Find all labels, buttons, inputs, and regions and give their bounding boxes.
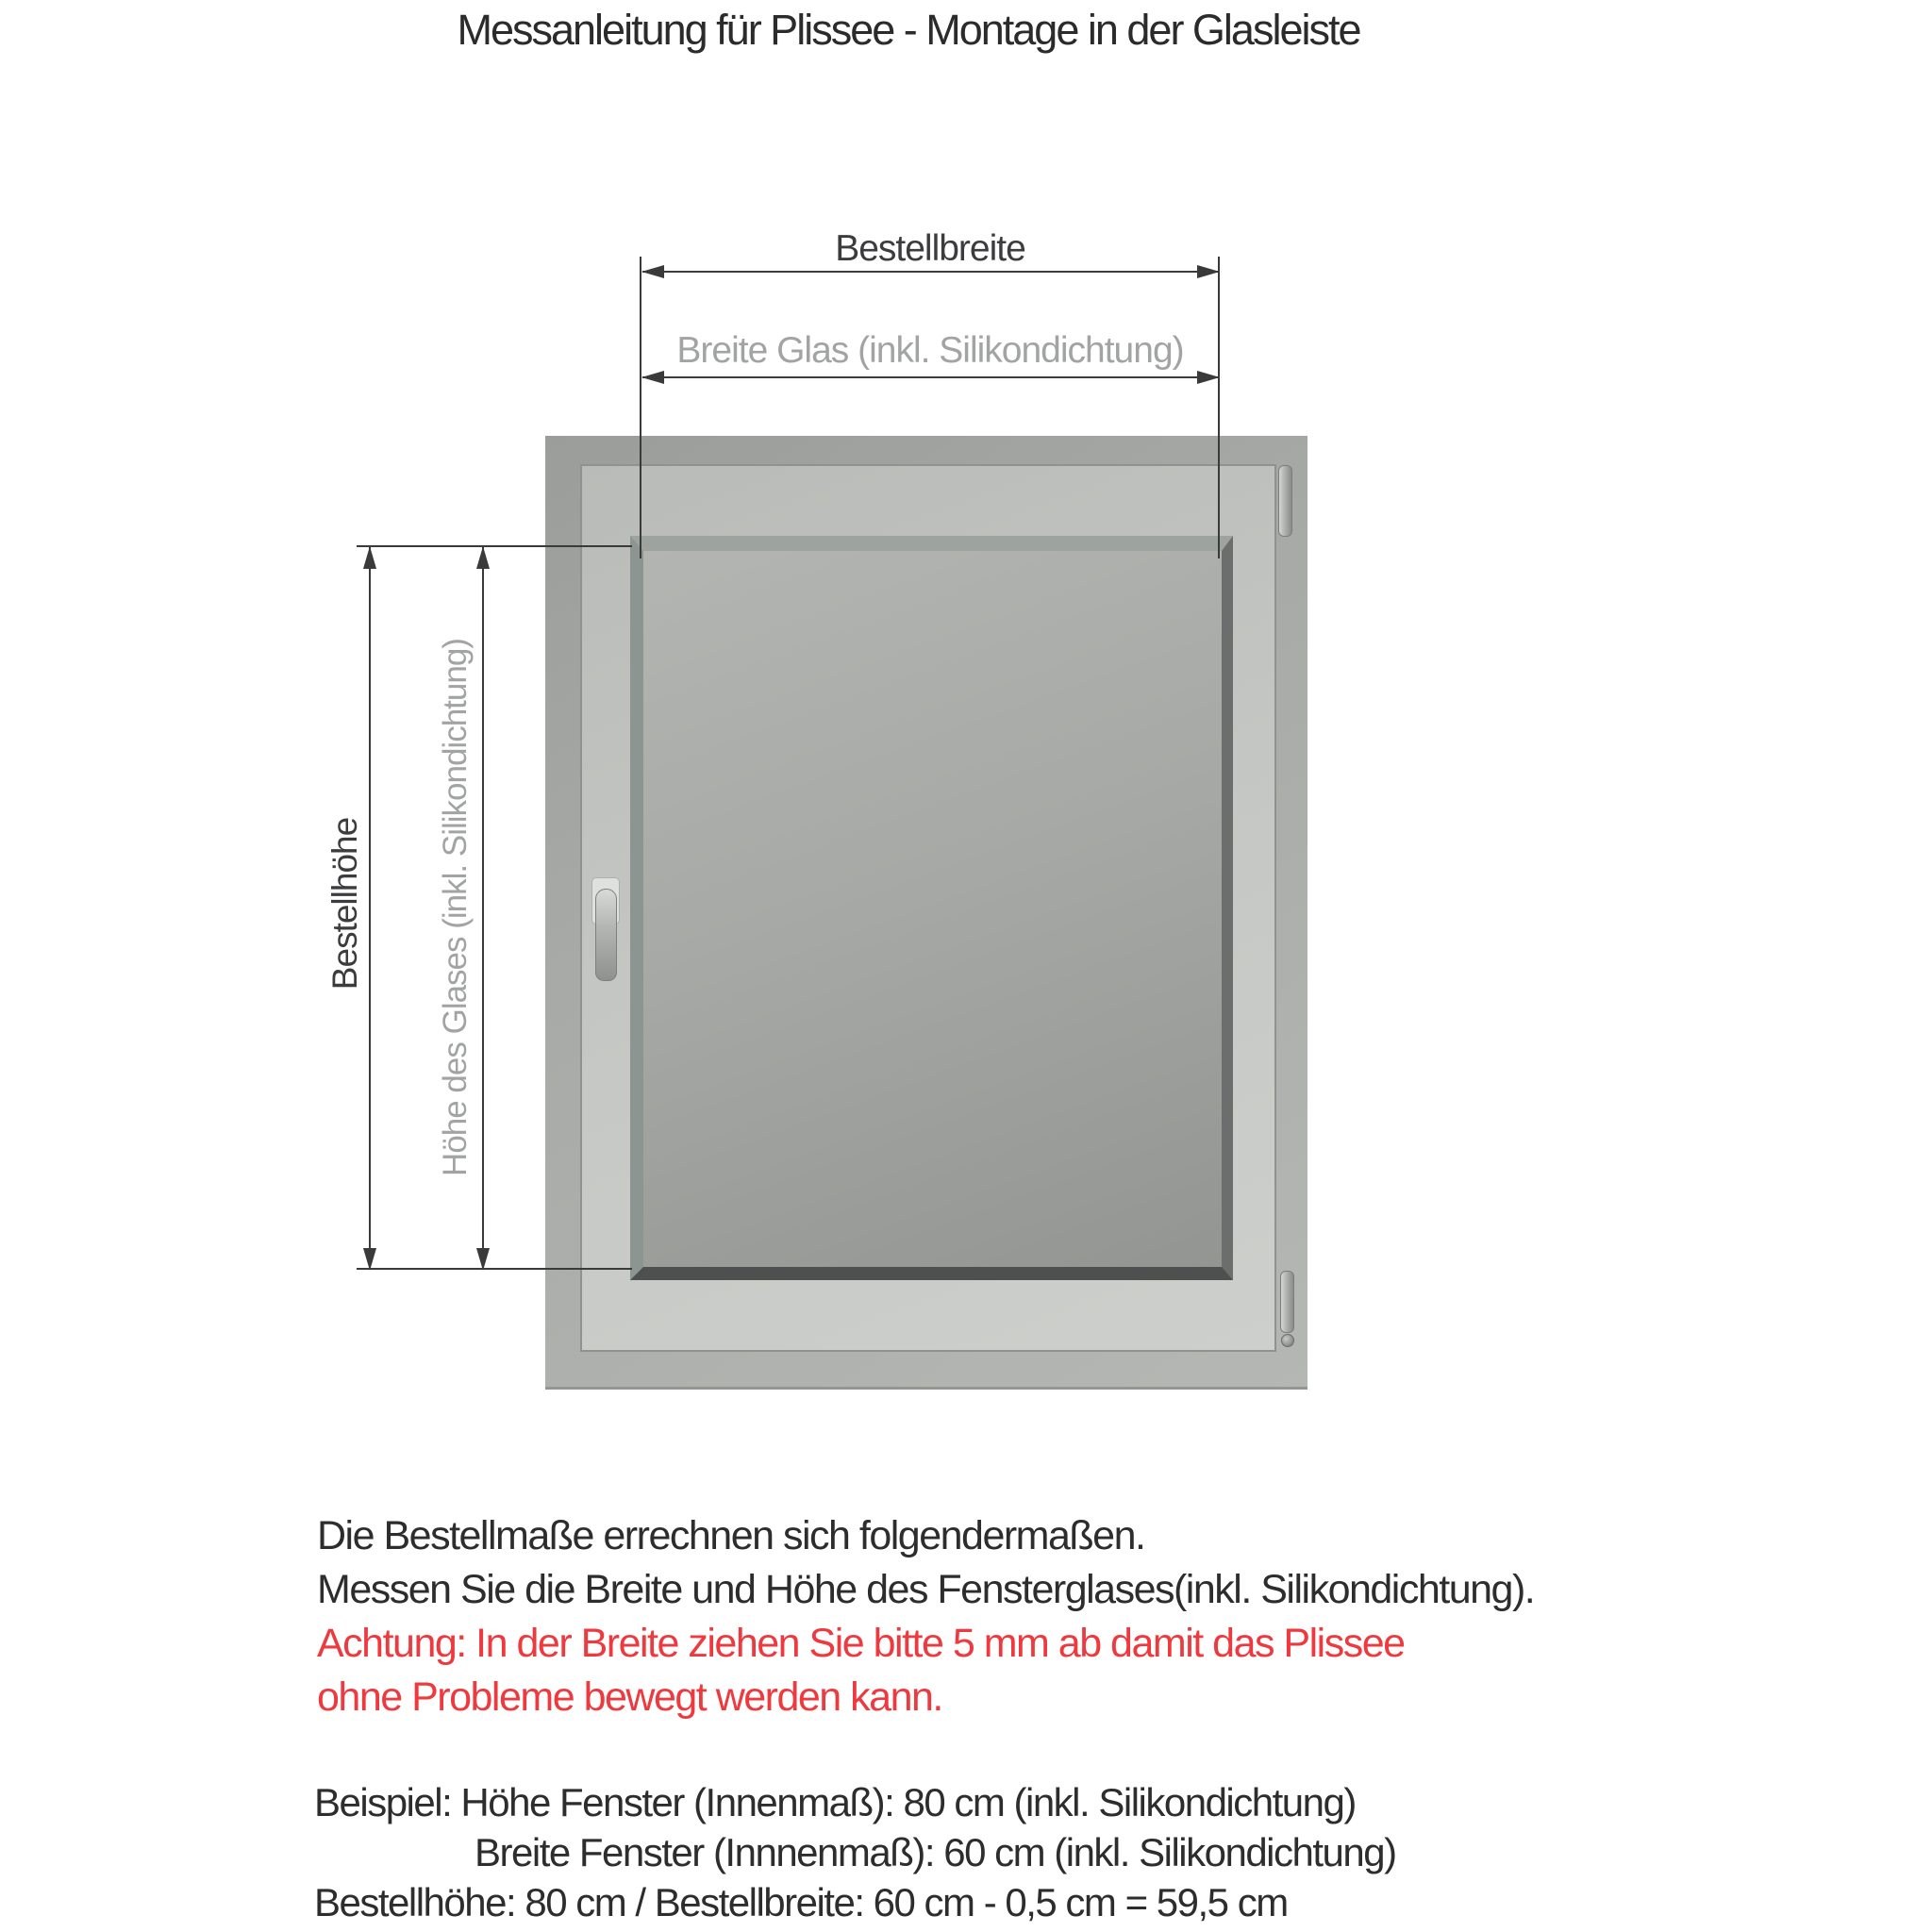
instruction-line: Messen Sie die Breite und Höhe des Fensterglases(inkl. Silikondichtung). bbox=[317, 1567, 1535, 1612]
example-block bbox=[314, 1777, 1396, 1927]
warning-line: ohne Probleme bewegt werden kann. bbox=[317, 1674, 942, 1720]
example-line: Bestellhöhe: 80 cm / Bestellbreite: 60 cm - 0,5 cm = 59,5 cm bbox=[314, 1880, 1288, 1924]
example-line: Breite Fenster (Innnenmaß): 60 cm (inkl. Silikondichtung) bbox=[475, 1830, 1396, 1874]
page-title: Messanleitung für Plissee - Montage in der Glasleiste bbox=[457, 6, 1360, 54]
instructions-block bbox=[317, 1509, 1534, 1724]
label-hoehe-glas: Höhe des Glases (inkl. Silikondichtung) bbox=[437, 639, 474, 1176]
label-breite-glas: Breite Glas (inkl. Silikondichtung) bbox=[676, 330, 1184, 371]
extension-line-left bbox=[640, 257, 641, 558]
extension-line-bottom bbox=[357, 1268, 632, 1270]
extension-line-right bbox=[1218, 257, 1220, 558]
window-handle bbox=[595, 889, 617, 981]
warning-line: Achtung: In der Breite ziehen Sie bitte 5 mm ab damit das Plissee bbox=[317, 1621, 1405, 1666]
instruction-line: Die Bestellmaße errechnen sich folgendermaßen. bbox=[317, 1513, 1145, 1558]
window-frame bbox=[545, 436, 1307, 1390]
example-line: Beispiel: Höhe Fenster (Innenmaß): 80 cm (inkl. Silikondichtung) bbox=[314, 1780, 1356, 1824]
glass-bead-frame bbox=[630, 536, 1233, 1280]
dim-arrow-bestellbreite bbox=[642, 271, 1219, 273]
glass-pane bbox=[643, 551, 1222, 1267]
label-bestellhoehe: Bestellhöhe bbox=[325, 817, 364, 991]
dim-arrow-bestellhoehe bbox=[369, 547, 371, 1270]
extension-line-top bbox=[357, 545, 632, 547]
hinge-bottom-icon bbox=[1280, 1271, 1294, 1333]
hinge-pin-icon bbox=[1281, 1334, 1294, 1347]
dim-arrow-hoehe-glas bbox=[482, 547, 484, 1270]
label-bestellbreite: Bestellbreite bbox=[835, 228, 1025, 269]
dim-arrow-breite-glas bbox=[642, 376, 1219, 378]
hinge-top-icon bbox=[1278, 465, 1292, 537]
